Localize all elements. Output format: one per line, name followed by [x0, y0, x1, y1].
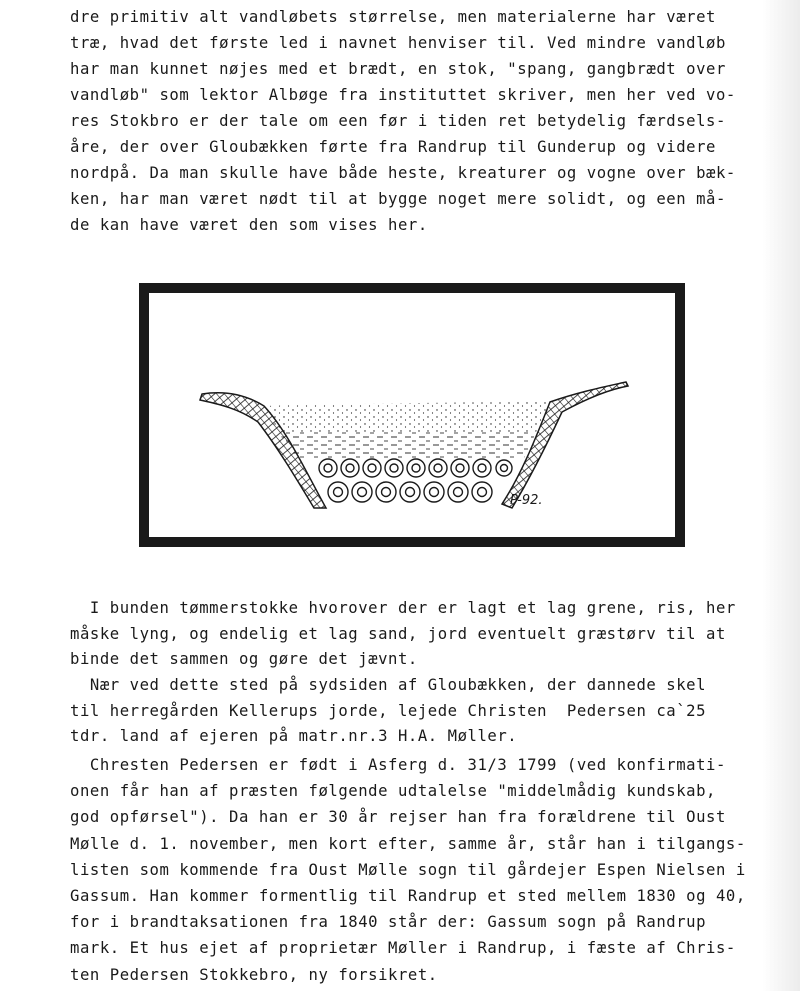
text-line: til herregården Kellerups jorde, lejede Christen Pedersen ca`25: [70, 701, 707, 720]
text-line: I bunden tømmerstokke hvorover der er lagt et lag grene, ris, her: [70, 599, 736, 617]
text-line: måske lyng, og endelig et lag sand, jord eventuelt græstørv til at: [70, 624, 726, 643]
paragraph-location: [70, 673, 770, 750]
sand-layer: [264, 402, 550, 432]
text-line: mark. Et hus ejet af proprietær Møller i Randrup, i fæste af Chris-: [70, 939, 736, 958]
text-line: onen får han af præsten følgende udtalelse "middelmådig kundskab,: [70, 782, 716, 801]
text-line: åre, der over Gloubækken førte fra Randrup til Gunderup og videre: [70, 138, 716, 156]
paragraph-biography: [70, 752, 770, 988]
branches-layer: [278, 432, 536, 458]
text-line: dre primitiv alt vandløbets størrelse, men materialerne har været: [70, 8, 716, 26]
text-line: de kan have været den som vises her.: [70, 216, 428, 234]
text-line: har man kunnet nøjes med et brædt, en stok, "spang, gangbrædt over: [70, 60, 726, 78]
bridge-cross-section-illustration: [138, 282, 686, 548]
text-line: Chresten Pedersen er født i Asferg d. 31/3 1799 (ved konfirmati-: [70, 756, 726, 774]
paragraph-layers: [70, 596, 770, 673]
text-line: res Stokbro er der tale om een før i tiden ret betydelig færdsels-: [70, 112, 726, 130]
illustration-svg: [138, 282, 686, 548]
text-line: tdr. land af ejeren på matr.nr.3 H.A. Møller.: [70, 727, 518, 745]
text-line: træ, hvad det første led i navnet henviser til. Ved mindre vandløb: [70, 34, 726, 52]
paragraph-intro: [70, 4, 770, 238]
text-line: binde det sammen og gøre det jævnt.: [70, 650, 418, 668]
illustration-signature: P-92.: [510, 493, 543, 508]
text-line: nordpå. Da man skulle have både heste, kreaturer og vogne over bæk-: [70, 164, 736, 182]
text-line: listen som kommende fra Oust Mølle sogn til gårdejer Espen Nielsen i: [70, 860, 746, 879]
text-line: vandløb" som lektor Albøge fra instituttet skriver, men her ved vo-: [70, 86, 736, 104]
text-line: god opførsel"). Da han er 30 år rejser han fra forældrene til Oust: [70, 808, 726, 827]
text-line: ken, har man været nødt til at bygge noget mere solidt, og een må-: [70, 190, 726, 208]
text-line: Gassum. Han kommer formentlig til Randrup et sted mellem 1830 og 40,: [70, 886, 746, 905]
text-line: Nær ved dette sted på sydsiden af Gloubækken, der dannede skel: [70, 676, 707, 694]
text-line: ten Pedersen Stokkebro, ny forsikret.: [70, 965, 438, 984]
text-line: for i brandtaksationen fra 1840 står der: Gassum sogn på Randrup: [70, 913, 707, 932]
text-line: Mølle d. 1. november, men kort efter, samme år, står han i tilgangs-: [70, 834, 746, 853]
